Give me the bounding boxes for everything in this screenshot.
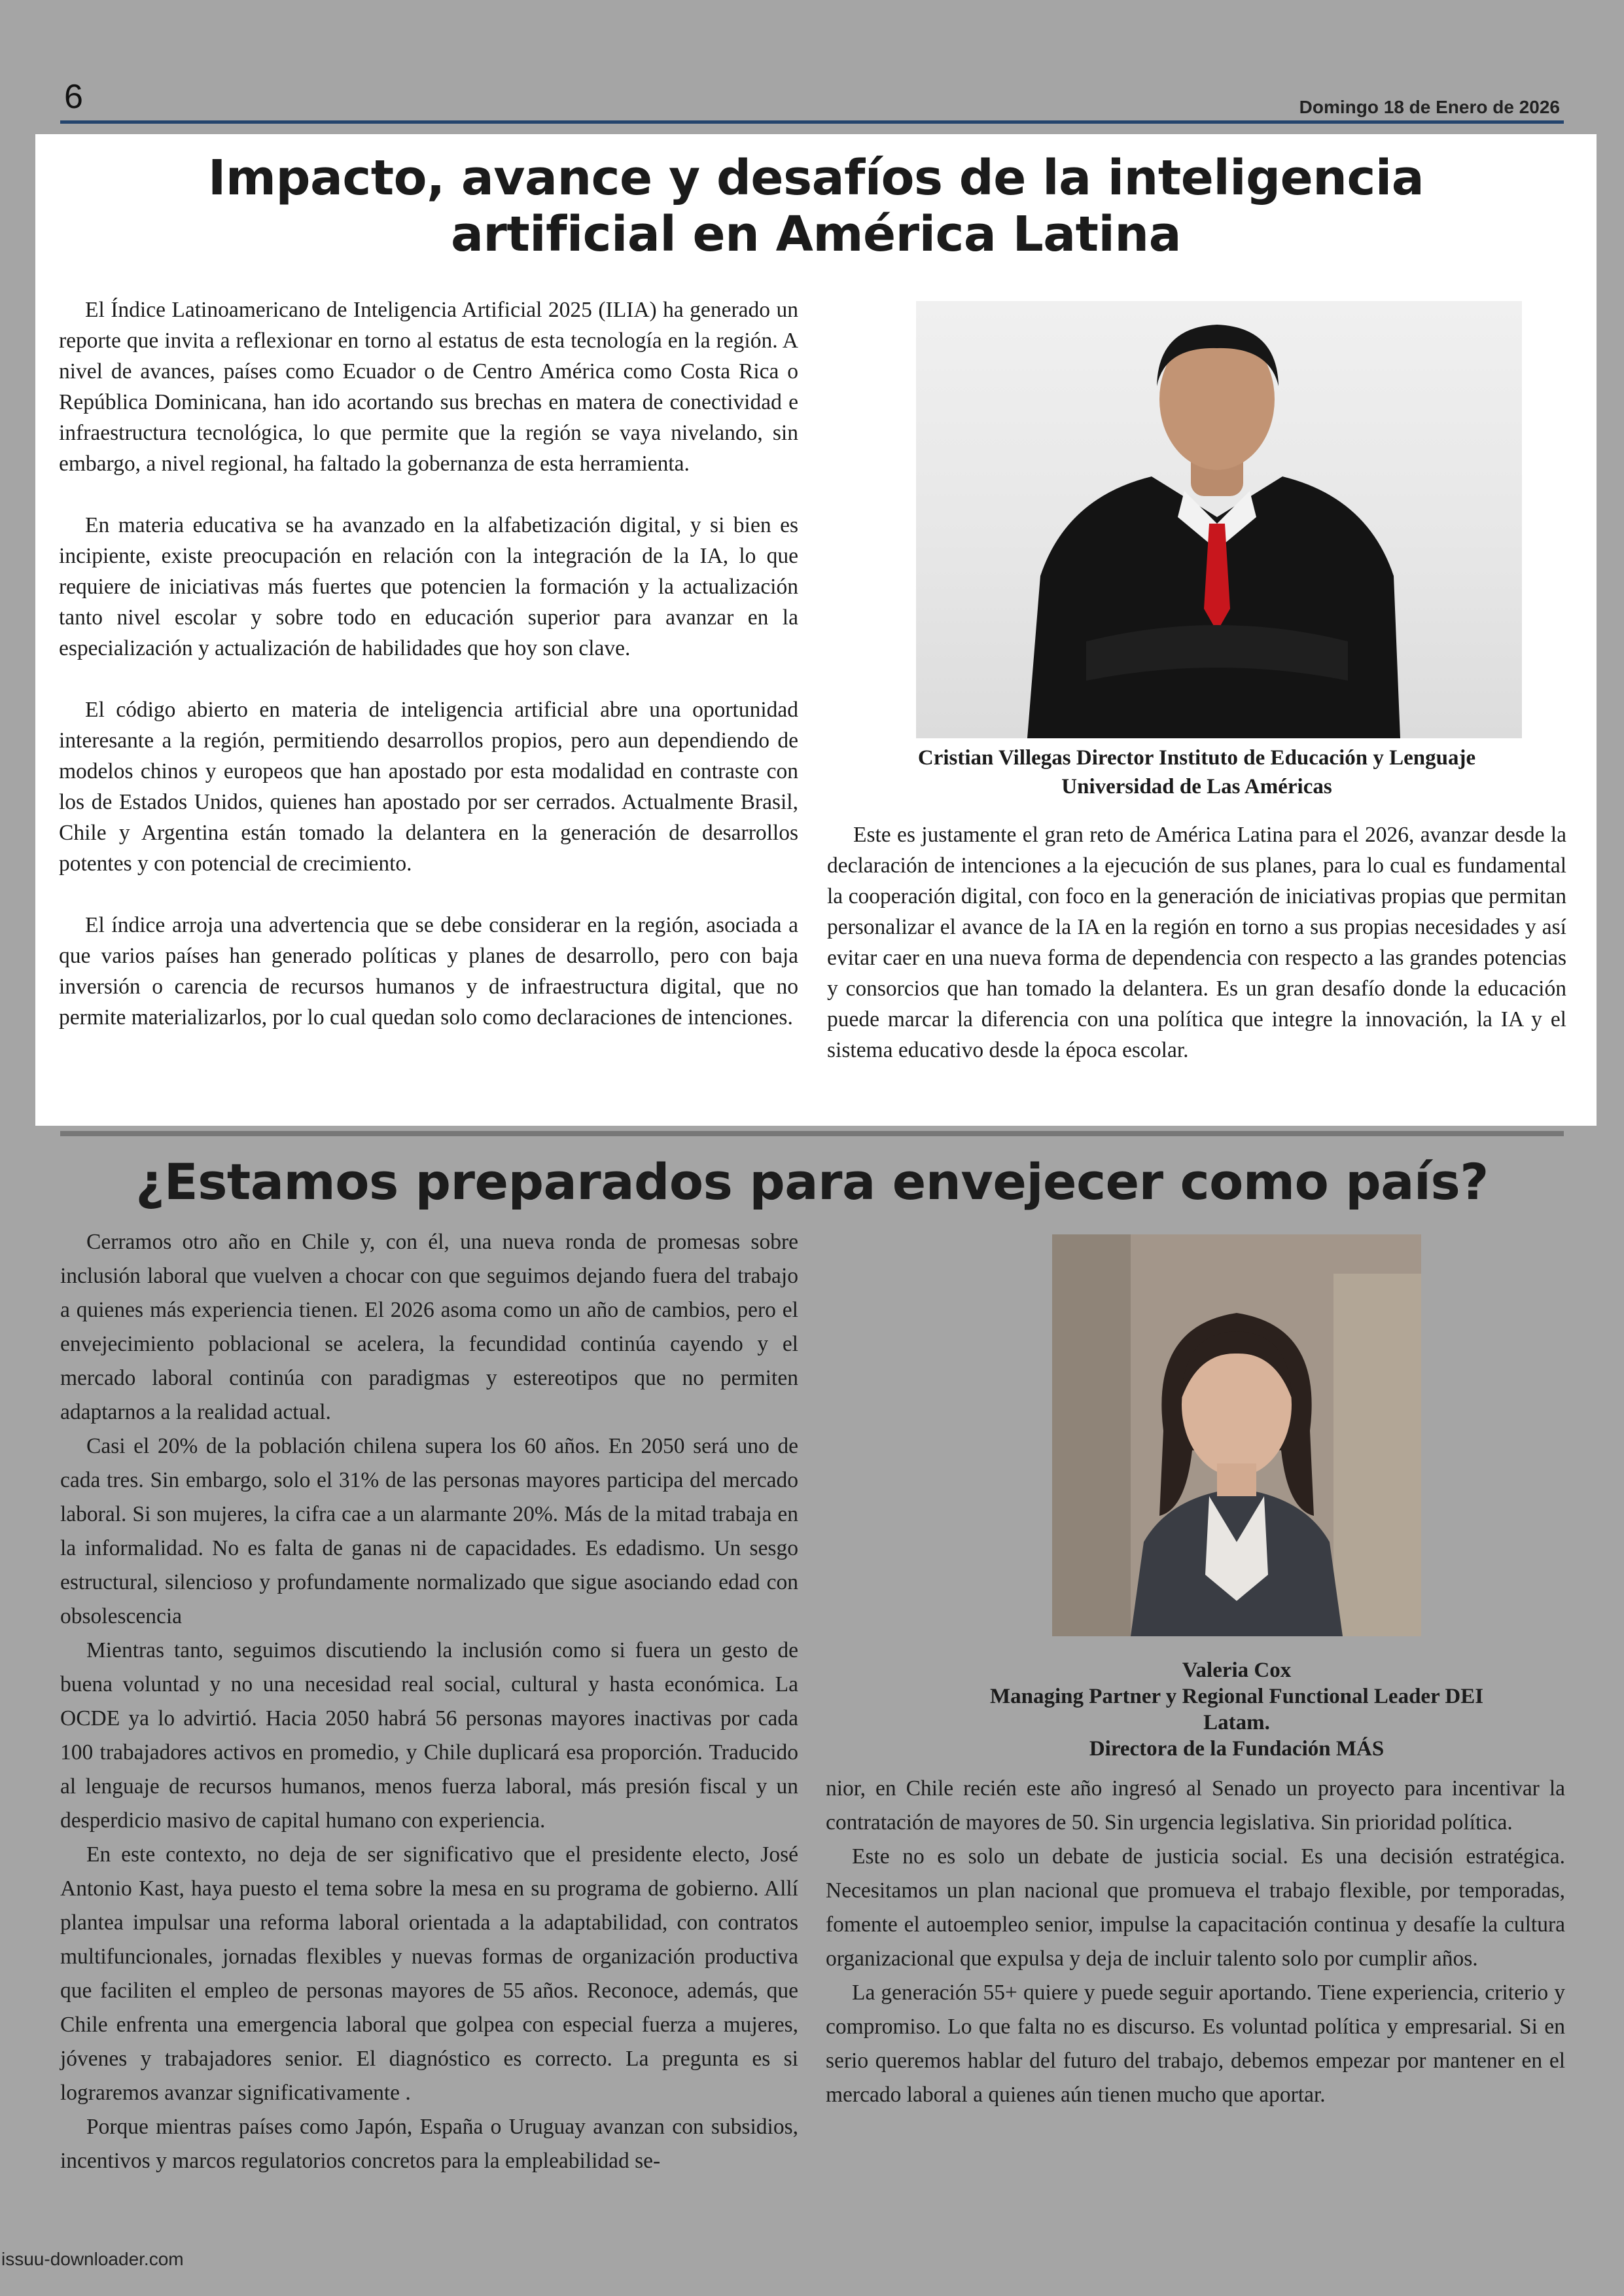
author-caption-cristian-villegas bbox=[821, 744, 1573, 801]
caption-line: Cristian Villegas Director Instituto de Educación y Lenguaje bbox=[917, 746, 1476, 770]
caption-line: Managing Partner y Regional Functional Leader DEI bbox=[989, 1685, 1484, 1708]
article-aging-paragraph: En este contexto, no deja de ser significativo que el presidente electo, José Antonio Kast, haya puesto el tema sobre la mesa en su programa de gobierno. Allí plantea impulsar una reforma laboral orientada a la adaptabilidad, con contratos multifuncionales, jornadas flexibles y nuevas formas de organización productiva que faciliten el empleo de personas mayores de 55 años. Reconoce, además, que Chile enfrenta una emergencia laboral que golpea con especial fuerza a mujeres, jóvenes y trabajadores senior. El diagnóstico es correcto. La pregunta es si lograremos avanzar significativamente . bbox=[60, 1842, 798, 2105]
page-date: Domingo 18 de Enero de 2026 bbox=[1299, 97, 1560, 117]
section-divider bbox=[60, 1131, 1564, 1136]
caption-line: Latam. bbox=[1203, 1711, 1270, 1734]
caption-line: Directora de la Fundación MÁS bbox=[1089, 1737, 1385, 1761]
article-aging-paragraph: Este no es solo un debate de justicia social. Es una decisión estratégica. Necesitamos un plan nacional que promueva el trabajo flexible, por temporadas, fomente el autoempleo senior, impulse la capacitación continua y desafíe la cultura organizacional que expulsa y deja de incluir talento solo por cumplir años. bbox=[826, 1844, 1565, 1971]
article-aging-paragraph: La generación 55+ quiere y puede seguir aportando. Tiene experiencia, criterio y compromiso. Lo que falta no es discurso. Es voluntad política y empresarial. Si en serio queremos hablar del futuro del trabajo, debemos empezar por mantener en el mercado laboral a quienes aún tienen mucho que aportar. bbox=[826, 1981, 1565, 2107]
caption-line: Universidad de Las Américas bbox=[1061, 775, 1332, 798]
article-ai-paragraph: El índice arroja una advertencia que se debe considerar en la región, asociada a que varios países han generado políticas y planes de desarrollo, pero con baja inversión o carencia de recursos humanos y de infraestructura digital, que no permite materializarlos, por lo cual quedan solo como declaraciones de intenciones. bbox=[59, 913, 798, 1030]
man-portrait-illustration bbox=[916, 301, 1522, 738]
page-number: 6 bbox=[64, 78, 83, 116]
author-photo-valeria-cox bbox=[1052, 1234, 1421, 1636]
article-aging-paragraph: Porque mientras países como Japón, España o Uruguay avanzan con subsidios, incentivos y marcos regulatorios concretos para la empleabilidad se- bbox=[60, 2115, 798, 2173]
author-caption-valeria-cox bbox=[883, 1657, 1590, 1762]
article-aging-title: ¿Estamos preparados para envejecer como país? bbox=[135, 1153, 1489, 1211]
article-aging-paragraph: Mientras tanto, seguimos discutiendo la inclusión como si fuera un gesto de buena voluntad y no una necesidad real social, cultural y hasta económica. La OCDE ya lo advirtió. Hacia 2050 habrá 56 personas mayores inactivas por cada 100 trabajadores activos en promedio, y Chile duplicará esa proporción. Traducido al lenguaje de recursos humanos, menos fuerza laboral, más presión fiscal y un desperdicio masivo de capital humano con experiencia. bbox=[60, 1638, 798, 1833]
article-ai-latam bbox=[35, 134, 1597, 1126]
article-ai-paragraph: El código abierto en materia de inteligencia artificial abre una oportunidad interesante a la región, permitiendo desarrollos propios, pero aun dependiendo de modelos chinos y europeos que han apostado por esta modalidad en contraste con los de Estados Unidos, quienes han apostado por ser cerrados. Actualmente Brasil, Chile y Argentina están tomado la delantera en la generación de desarrollos potentes y con potencial de crecimiento. bbox=[59, 698, 798, 876]
caption-name: Valeria Cox bbox=[1182, 1659, 1292, 1682]
article-ai-title-line2: artificial en América Latina bbox=[450, 206, 1182, 262]
article-ai-paragraph: En materia educativa se ha avanzado en la alfabetización digital, y si bien es incipiente, existe preocupación en relación con la integración de la IA, lo que requiere de iniciativas más fuertes que potencien la formación y la actualización tanto nivel escolar y sobre todo en educación superior para avanzar en la especialización y actualización de habilidades que hoy son clave. bbox=[59, 513, 798, 660]
article-ai-paragraph: El Índice Latinoamericano de Inteligencia Artificial 2025 (ILIA) ha generado un reporte que invita a reflexionar en torno al estatus de esta tecnología en la región. A nivel de avances, países como Ecuador o de Centro América como Costa Rica o República Dominicana, han ido acortando sus brechas en matera de conectividad e infraestructura tecnológica, lo que permite que la región se vaya nivelando, sin embargo, a nivel regional, ha faltado la gobernanza de esta herramienta. bbox=[59, 298, 798, 476]
article-aging-paragraph: Cerramos otro año en Chile y, con él, una nueva ronda de promesas sobre inclusión laboral que vuelven a chocar con que seguimos dejando fuera del trabajo a quienes más experiencia tienen. El 2026 asoma como un año de cambios, pero el envejecimiento poblacional se acelera, la fecundidad continúa cayendo y el mercado laboral continúa con paradigmas y estereotipos que no permiten adaptarnos a la realidad actual. bbox=[60, 1230, 798, 1424]
article-ai-title-line1: Impacto, avance y desafíos de la inteligencia bbox=[207, 150, 1424, 206]
article-aging-left-column bbox=[60, 1225, 798, 2178]
article-aging-paragraph: Casi el 20% de la población chilena supera los 60 años. En 2050 será uno de cada tres. Sin embargo, solo el 31% de las personas mayores participa del mercado laboral. Si son mujeres, la cifra cae a un alarmante 20%. Más de la mitad trabaja en la informalidad. No es falta de ganas ni de capacidades. Es edadismo. Un sesgo estructural, silencioso y profundamente normalizado que sigue asociando edad con obsolescencia bbox=[60, 1434, 798, 1628]
watermark-link[interactable]: issuu-downloader.com bbox=[1, 2249, 184, 2269]
article-ai-paragraph: Este es justamente el gran reto de América Latina para el 2026, avanzar desde la declaración de intenciones a la ejecución de sus planes, para lo cual es fundamental la cooperación digital, con foco en la generación de iniciativas propias que permitan personalizar el avance de la IA en la región en torno a sus propias necesidades y así evitar caer en una nueva forma de dependencia con respecto a las grandes potencias y consorcios que han tomado la delantera. Es un gran desafío donde la educación puede marcar la diferencia con una política que integre la innovación, la IA y el sistema educativo desde la época escolar. bbox=[827, 823, 1566, 1062]
article-ai-title bbox=[35, 150, 1597, 262]
author-photo-cristian-villegas bbox=[916, 301, 1522, 738]
article-aging-right-column bbox=[826, 1772, 1565, 2112]
article-aging-paragraph: nior, en Chile recién este año ingresó al Senado un proyecto para incentivar la contratación de mayores de 50. Sin urgencia legislativa. Sin prioridad política. bbox=[826, 1776, 1565, 1835]
article-ai-left-column bbox=[59, 295, 798, 1033]
header-rule bbox=[60, 120, 1564, 124]
woman-portrait-illustration bbox=[1052, 1234, 1421, 1636]
article-ai-right-column bbox=[827, 819, 1566, 1066]
